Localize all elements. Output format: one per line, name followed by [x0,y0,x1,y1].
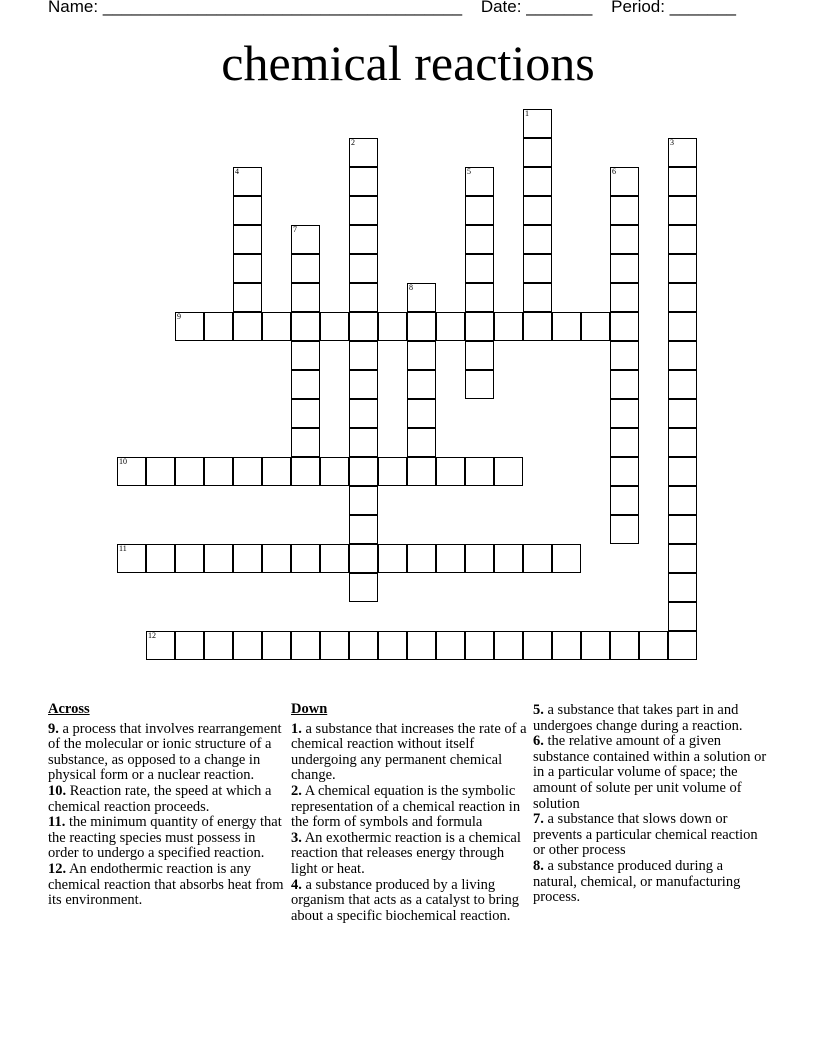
date-label: Date: [480,0,522,16]
down-clue [291,831,527,878]
grid-cell[interactable] [494,544,523,573]
grid-cell[interactable] [668,399,697,428]
down-clue [533,703,769,734]
grid-cell[interactable] [465,370,494,399]
grid-cell[interactable] [465,312,494,341]
grid-cell[interactable] [146,631,175,660]
clue-number: 3. [291,829,302,846]
grid-cell[interactable] [233,254,262,283]
period-label: Period: [611,0,665,16]
grid-cell[interactable] [668,370,697,399]
clue-text: An exothermic reaction is a chemical reaction that releases energy through light or heat. [291,829,521,877]
grid-cell[interactable] [320,544,349,573]
grid-cell[interactable] [378,631,407,660]
name-label: Name: [48,0,99,16]
grid-cell[interactable] [523,254,552,283]
clue-text: An endothermic reaction is any chemical reaction that absorbs heat from its environment. [48,860,284,909]
clue-number: 9. [48,720,59,737]
grid-cell[interactable] [465,457,494,486]
clue-text: a substance that slows down or prevents a particular chemical reaction or other process [533,811,758,859]
grid-cell[interactable] [610,486,639,515]
grid-cell[interactable] [349,341,378,370]
grid-cell[interactable] [349,544,378,573]
grid-cell[interactable] [291,428,320,457]
grid-cell[interactable] [639,631,668,660]
across-clue [48,815,284,862]
grid-cell[interactable] [523,544,552,573]
clue-number: 4. [291,876,302,893]
grid-cell[interactable] [407,399,436,428]
grid-cell[interactable] [291,399,320,428]
grid-cell[interactable] [523,225,552,254]
grid-cell[interactable] [610,341,639,370]
grid-cell[interactable] [465,167,494,196]
grid-cell[interactable] [233,225,262,254]
grid-cell[interactable] [117,457,146,486]
grid-cell[interactable] [291,254,320,283]
grid-cell[interactable] [233,457,262,486]
grid-cell[interactable] [668,515,697,544]
grid-cell[interactable] [552,631,581,660]
grid-cell[interactable] [262,312,291,341]
grid-cell[interactable] [407,631,436,660]
clue-number: 2 [351,138,355,147]
down-clue [291,784,527,831]
grid-cell[interactable] [349,399,378,428]
grid-cell[interactable] [233,196,262,225]
down-heading: Down [291,701,328,717]
clue-number: 9 [177,312,181,321]
clue-text: a substance that increases the rate of a chemical reaction without itself undergoing any permanent chemical change. [291,720,527,784]
grid-cell[interactable] [407,370,436,399]
grid-cell[interactable] [349,312,378,341]
grid-cell[interactable] [581,631,610,660]
clue-text: the relative amount of a given substance contained within a solution or in a particular volume of space; the amount of solute per unit volume of solution [533,733,767,812]
grid-cell[interactable] [378,312,407,341]
grid-cell[interactable] [291,457,320,486]
clue-number: 8 [409,283,413,292]
grid-cell[interactable] [523,283,552,312]
grid-cell[interactable] [378,457,407,486]
grid-cell[interactable] [668,225,697,254]
grid-cell[interactable] [494,312,523,341]
grid-cell[interactable] [610,167,639,196]
clue-number: 5 [467,167,471,176]
grid-cell[interactable] [407,283,436,312]
grid-cell[interactable] [523,312,552,341]
grid-cell[interactable] [465,196,494,225]
period-blank[interactable]: _______ [669,0,736,16]
grid-cell[interactable] [465,225,494,254]
grid-cell[interactable] [494,631,523,660]
grid-cell[interactable] [610,399,639,428]
grid-cell[interactable] [233,312,262,341]
grid-cell[interactable] [117,544,146,573]
grid-cell[interactable] [610,428,639,457]
grid-cell[interactable] [320,631,349,660]
grid-cell[interactable] [175,544,204,573]
grid-cell[interactable] [668,573,697,602]
grid-cell[interactable] [668,486,697,515]
clue-text: a substance that takes part in and undergoes change during a reaction. [533,702,743,734]
grid-cell[interactable] [320,457,349,486]
grid-cell[interactable] [262,544,291,573]
grid-cell[interactable] [552,544,581,573]
clue-number: 3 [670,138,674,147]
grid-cell[interactable] [349,254,378,283]
across-clue [48,784,284,815]
grid-cell[interactable] [668,196,697,225]
grid-cell[interactable] [668,457,697,486]
clue-number: 7. [533,811,544,828]
down-clue [291,878,527,925]
grid-cell[interactable] [291,225,320,254]
grid-cell[interactable] [204,631,233,660]
grid-cell[interactable] [233,631,262,660]
grid-cell[interactable] [349,457,378,486]
down-clues-continued [533,703,769,906]
grid-cell[interactable] [407,341,436,370]
clue-number: 2. [291,782,302,799]
clue-text: a process that involves rearrangement of the molecular or ionic structure of a substance, as opposed to a change in physical form or a nuclear reaction. [48,720,282,784]
grid-cell[interactable] [204,544,233,573]
grid-cell[interactable] [610,312,639,341]
grid-cell[interactable] [465,341,494,370]
down-clues [291,702,527,924]
grid-cell[interactable] [349,283,378,312]
grid-cell[interactable] [581,312,610,341]
grid-cell[interactable] [204,457,233,486]
grid-cell[interactable] [233,544,262,573]
clue-number: 7 [293,225,297,234]
across-clue [48,862,284,909]
grid-cell[interactable] [233,167,262,196]
grid-cell[interactable] [494,457,523,486]
across-clue [48,722,284,784]
grid-cell[interactable] [407,544,436,573]
grid-cell[interactable] [668,167,697,196]
grid-cell[interactable] [668,631,697,660]
grid-cell[interactable] [465,631,494,660]
grid-cell[interactable] [175,457,204,486]
clue-number: 6 [612,167,616,176]
grid-cell[interactable] [291,544,320,573]
grid-cell[interactable] [291,631,320,660]
grid-cell[interactable] [146,457,175,486]
grid-cell[interactable] [668,544,697,573]
grid-cell[interactable] [349,225,378,254]
grid-cell[interactable] [610,457,639,486]
clue-number: 10. [48,782,67,799]
grid-cell[interactable] [407,428,436,457]
date-blank[interactable]: _______ [526,0,593,16]
grid-cell[interactable] [465,544,494,573]
grid-cell[interactable] [436,631,465,660]
grid-cell[interactable] [610,225,639,254]
clue-number: 1. [291,720,302,737]
grid-cell[interactable] [610,631,639,660]
clue-number: 4 [235,167,239,176]
grid-cell[interactable] [262,457,291,486]
clue-text: A chemical equation is the symbolic representation of a chemical reaction in the form of symbols and formula [291,782,521,831]
name-blank[interactable]: ______________________________________ [102,0,463,16]
grid-cell[interactable] [407,312,436,341]
clue-number: 1 [525,109,529,118]
grid-cell[interactable] [668,254,697,283]
grid-cell[interactable] [610,254,639,283]
grid-cell[interactable] [233,283,262,312]
grid-cell[interactable] [668,312,697,341]
grid-cell[interactable] [349,196,378,225]
grid-cell[interactable] [668,602,697,631]
clue-number: 10 [119,457,127,466]
down-clue [533,812,769,859]
grid-cell[interactable] [349,573,378,602]
grid-cell[interactable] [668,283,697,312]
clue-number: 12. [48,860,67,877]
grid-cell[interactable] [523,138,552,167]
across-heading: Across [48,701,90,717]
clue-number: 5. [533,702,544,718]
grid-cell[interactable] [349,631,378,660]
clue-text: a substance produced during a natural, chemical, or manufacturing process. [533,857,741,906]
down-clue [533,734,769,812]
down-clue [533,859,769,906]
page-title: chemical reactions [221,35,595,91]
clue-number: 11 [119,544,127,553]
grid-cell[interactable] [320,312,349,341]
grid-cell[interactable] [175,312,204,341]
grid-cell[interactable] [610,515,639,544]
grid-cell[interactable] [436,457,465,486]
grid-cell[interactable] [465,283,494,312]
grid-cell[interactable] [610,283,639,312]
grid-cell[interactable] [436,544,465,573]
clue-text: the minimum quantity of energy that the reacting species must possess in order to undergo a specified reaction. [48,814,282,862]
grid-cell[interactable] [523,631,552,660]
grid-cell[interactable] [146,544,175,573]
grid-cell[interactable] [465,254,494,283]
grid-cell[interactable] [436,312,465,341]
across-clues [48,702,284,909]
grid-cell[interactable] [291,370,320,399]
down-clue [291,722,527,784]
grid-cell[interactable] [291,341,320,370]
grid-cell[interactable] [204,312,233,341]
grid-cell[interactable] [668,428,697,457]
grid-cell[interactable] [552,312,581,341]
grid-cell[interactable] [378,544,407,573]
clue-text: a substance produced by a living organism that acts as a catalyst to bring about a specific biochemical reaction. [291,876,520,924]
clue-text: Reaction rate, the speed at which a chemical reaction proceeds. [48,782,272,815]
grid-cell[interactable] [610,196,639,225]
grid-cell[interactable] [610,370,639,399]
clue-number: 12 [148,631,156,640]
grid-cell[interactable] [668,138,697,167]
grid-cell[interactable] [349,167,378,196]
grid-cell[interactable] [349,486,378,515]
grid-cell[interactable] [291,312,320,341]
grid-cell[interactable] [523,109,552,138]
grid-cell[interactable] [349,428,378,457]
grid-cell[interactable] [407,457,436,486]
grid-cell[interactable] [523,167,552,196]
grid-cell[interactable] [349,138,378,167]
grid-cell[interactable] [668,341,697,370]
clue-number: 8. [533,857,544,874]
grid-cell[interactable] [523,196,552,225]
grid-cell[interactable] [262,631,291,660]
grid-cell[interactable] [291,283,320,312]
grid-cell[interactable] [349,370,378,399]
grid-cell[interactable] [349,515,378,544]
grid-cell[interactable] [175,631,204,660]
clue-number: 11. [48,814,66,831]
clue-number: 6. [533,733,544,750]
